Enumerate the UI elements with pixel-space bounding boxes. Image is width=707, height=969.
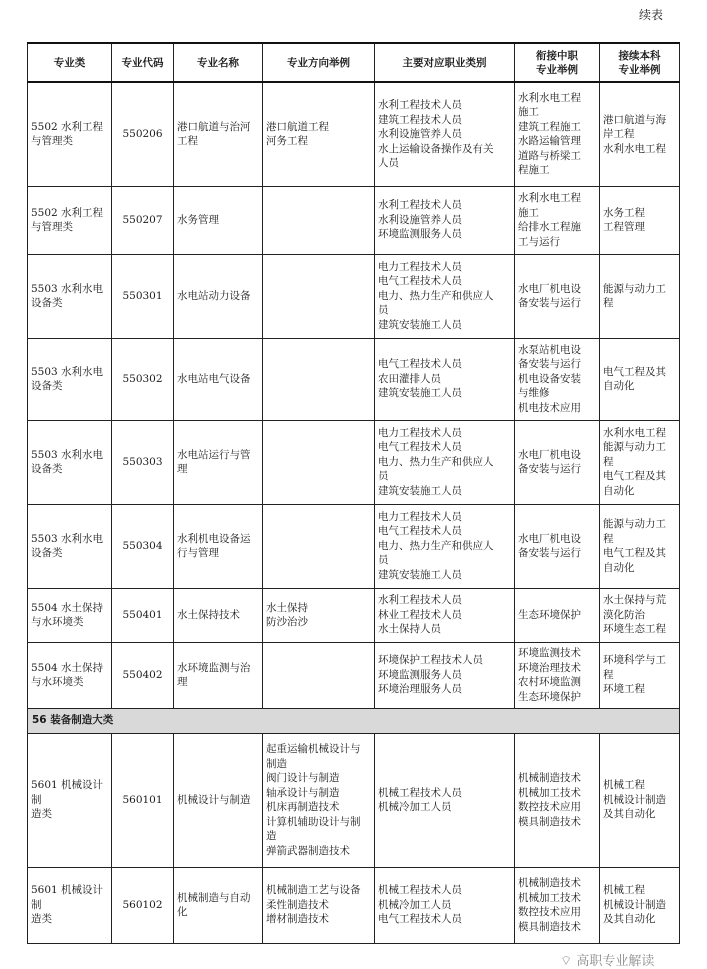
bachelor-cell: 能源与动力工 程 (600, 254, 680, 338)
table-row (28, 186, 680, 254)
code-cell: 550301 (112, 254, 174, 338)
name-cell: 水环境监测与治 理 (174, 642, 263, 708)
name-cell: 水电站动力设备 (174, 254, 263, 338)
direction-cell: 港口航道工程 河务工程 (263, 82, 375, 186)
secondary-cell: 机械制造技术 机械加工技术 数控技术应用 模具制造技术 (515, 867, 600, 943)
name-cell: 水土保持技术 (174, 588, 263, 642)
table-row (28, 642, 680, 708)
direction-cell (263, 338, 375, 420)
watermark-text: 高职专业解读 (576, 954, 655, 969)
category-cell: 5503 水利水电 设备类 (28, 504, 112, 588)
bachelor-cell: 水土保持与荒 漠化防治 环境生态工程 (600, 588, 680, 642)
jobs-cell: 机械工程技术人员 机械冷加工人员 (375, 733, 515, 867)
header-col-category: 专业类 (28, 43, 112, 82)
code-cell: 550302 (112, 338, 174, 420)
secondary-cell: 水泵站机电设 备安装与运行 机电设备安装 与维修 机电技术应用 (515, 338, 600, 420)
name-cell: 水务管理 (174, 186, 263, 254)
code-cell: 550401 (112, 588, 174, 642)
table-body (28, 82, 680, 943)
table-row (28, 254, 680, 338)
jobs-cell: 电力工程技术人员 电气工程技术人员 电力、热力生产和供应人 员 建筑安装施工人员 (375, 254, 515, 338)
code-cell: 560102 (112, 867, 174, 943)
code-cell: 550206 (112, 82, 174, 186)
table-row (28, 504, 680, 588)
category-cell: 5503 水利水电 设备类 (28, 420, 112, 504)
category-cell: 5504 水土保持 与水环境类 (28, 588, 112, 642)
secondary-cell: 水利水电工程 施工 给排水工程施 工与运行 (515, 186, 600, 254)
category-cell: 5502 水利工程 与管理类 (28, 186, 112, 254)
name-cell: 机械制造与自动 化 (174, 867, 263, 943)
direction-cell: 起重运输机械设计与 制造 阀门设计与制造 轴承设计与制造 机床再制造技术 计算机辅助设计与制 造 弹箭武器制造技术 (263, 733, 375, 867)
jobs-cell: 水利工程技术人员 水利设施管养人员 环境监测服务人员 (375, 186, 515, 254)
table-row (28, 82, 680, 186)
direction-cell (263, 254, 375, 338)
name-cell: 水电站电气设备 (174, 338, 263, 420)
bachelor-cell: 电气工程及其 自动化 (600, 338, 680, 420)
category-cell: 5503 水利水电 设备类 (28, 254, 112, 338)
jobs-cell: 机械工程技术人员 机械冷加工人员 电气工程技术人员 (375, 867, 515, 943)
category-cell: 5503 水利水电 设备类 (28, 338, 112, 420)
direction-cell: 机械制造工艺与设备 柔性制造技术 增材制造技术 (263, 867, 375, 943)
direction-cell (263, 504, 375, 588)
secondary-cell: 水电厂机电设 备安装与运行 (515, 254, 600, 338)
header-col-jobs: 主要对应职业类别 (375, 43, 515, 82)
secondary-cell: 环境监测技术 环境治理技术 农村环境监测 生态环境保护 (515, 642, 600, 708)
name-cell: 水电站运行与管 理 (174, 420, 263, 504)
section-title: 56 装备制造大类 (28, 708, 680, 733)
table-row (28, 588, 680, 642)
table-row (28, 420, 680, 504)
header-col-direction: 专业方向举例 (263, 43, 375, 82)
table-row (28, 733, 680, 867)
direction-cell: 水土保持 防沙治沙 (263, 588, 375, 642)
table-row (28, 867, 680, 943)
secondary-cell: 机械制造技术 机械加工技术 数控技术应用 模具制造技术 (515, 733, 600, 867)
jobs-cell: 环境保护工程技术人员 环境监测服务人员 环境治理服务人员 (375, 642, 515, 708)
header-col-secondary: 衔接中职 专业举例 (515, 43, 600, 82)
header-col-name: 专业名称 (174, 43, 263, 82)
secondary-cell: 水电厂机电设 备安装与运行 (515, 420, 600, 504)
majors-table (27, 42, 680, 944)
bachelor-cell: 环境科学与工 程 环境工程 (600, 642, 680, 708)
direction-cell (263, 420, 375, 504)
jobs-cell: 电力工程技术人员 电气工程技术人员 电力、热力生产和供应人 员 建筑安装施工人员 (375, 504, 515, 588)
section-row (28, 708, 680, 733)
jobs-cell: 水利工程技术人员 建筑工程技术人员 水利设施管养人员 水上运输设备操作及有关 人员 (375, 82, 515, 186)
name-cell: 机械设计与制造 (174, 733, 263, 867)
category-cell: 5601 机械设计制 造类 (28, 867, 112, 943)
wechat-icon: ⌔ (560, 954, 577, 969)
direction-cell (263, 186, 375, 254)
bachelor-cell: 能源与动力工 程 电气工程及其 自动化 (600, 504, 680, 588)
category-cell: 5601 机械设计制 造类 (28, 733, 112, 867)
header-col-code: 专业代码 (112, 43, 174, 82)
jobs-cell: 水利工程技术人员 林业工程技术人员 水土保持人员 (375, 588, 515, 642)
direction-cell (263, 642, 375, 708)
category-cell: 5502 水利工程 与管理类 (28, 82, 112, 186)
name-cell: 水利机电设备运 行与管理 (174, 504, 263, 588)
secondary-cell: 水电厂机电设 备安装与运行 (515, 504, 600, 588)
jobs-cell: 电气工程技术人员 农田灌排人员 建筑安装施工人员 (375, 338, 515, 420)
bachelor-cell: 机械工程 机械设计制造 及其自动化 (600, 733, 680, 867)
code-cell: 550402 (112, 642, 174, 708)
code-cell: 550207 (112, 186, 174, 254)
bachelor-cell: 水务工程 工程管理 (600, 186, 680, 254)
jobs-cell: 电力工程技术人员 电气工程技术人员 电力、热力生产和供应人 员 建筑安装施工人员 (375, 420, 515, 504)
bachelor-cell: 水利水电工程 能源与动力工 程 电气工程及其 自动化 (600, 420, 680, 504)
bachelor-cell: 港口航道与海 岸工程 水利水电工程 (600, 82, 680, 186)
code-cell: 560101 (112, 733, 174, 867)
table-header-row (28, 43, 680, 82)
continued-label: 续表 (638, 8, 663, 22)
table-row (28, 338, 680, 420)
secondary-cell: 水利水电工程 施工 建筑工程施工 水路运输管理 道路与桥梁工 程施工 (515, 82, 600, 186)
bachelor-cell: 机械工程 机械设计制造 及其自动化 (600, 867, 680, 943)
category-cell: 5504 水土保持 与水环境类 (28, 642, 112, 708)
watermark (560, 950, 654, 969)
name-cell: 港口航道与治河 工程 (174, 82, 263, 186)
code-cell: 550304 (112, 504, 174, 588)
header-col-bachelor: 接续本科 专业举例 (600, 43, 680, 82)
code-cell: 550303 (112, 420, 174, 504)
secondary-cell: 生态环境保护 (515, 588, 600, 642)
